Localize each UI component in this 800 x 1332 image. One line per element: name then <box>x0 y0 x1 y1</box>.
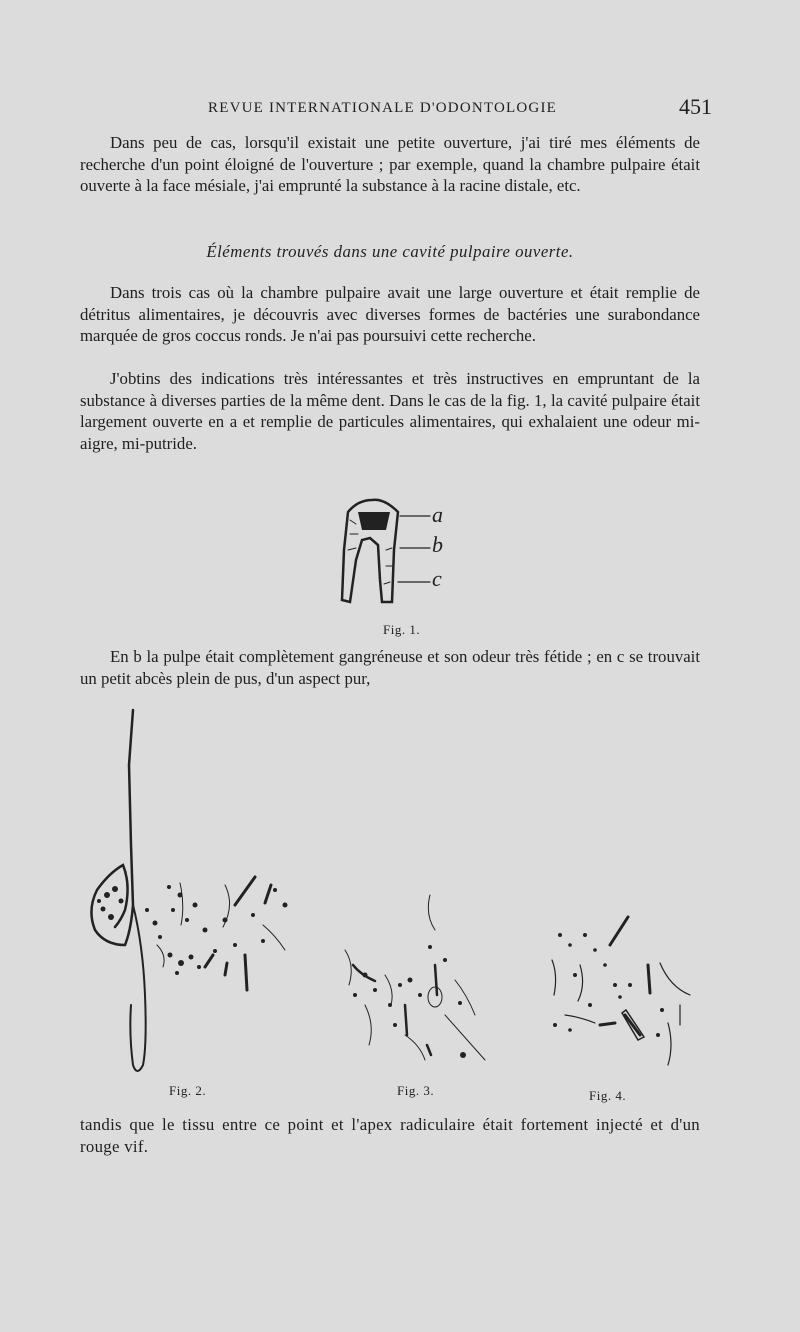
paragraph-2: Dans trois cas où la chambre pulpaire avait une large ouverture et était remplie de détritus alimentaires, je découvris avec diverses formes de bactéries une surabondance marquée de gros coccus ronds. Je n'ai pas poursuivi cette recherche. <box>80 283 700 345</box>
paragraph-4: En b la pulpe était complètement gangréneuse et son odeur très fétide ; en c se trouvait un petit abcès plein de pus, d'un aspect pur, <box>80 647 700 688</box>
fig4-illustration <box>540 905 700 1080</box>
fig2-illustration <box>85 705 310 1080</box>
fig1-label-c: c <box>432 566 442 591</box>
page-header <box>80 94 712 124</box>
fig1-label-a: a <box>432 502 443 527</box>
running-title: REVUE INTERNATIONALE D'ODONTOLOGIE <box>208 100 558 116</box>
paragraph-3: J'obtins des indications très intéressantes et très instructives en empruntant de la substance à diverses parties de la même dent. Dans le cas de la fig. 1, la cavité pulpaire était largement ouverte en a et remplie de particules alimentaires, qui exhalaient une odeur mi-aigre, mi-putride. <box>80 369 700 453</box>
fig1-label-b: b <box>432 532 443 557</box>
fig1-caption: Fig. 1. <box>383 622 421 637</box>
fig3-caption: Fig. 3. <box>397 1083 435 1098</box>
fig4-caption: Fig. 4. <box>589 1088 627 1103</box>
paragraph-1: Dans peu de cas, lorsqu'il existait une petite ouverture, j'ai tiré mes éléments de recherche d'un point éloigné de l'ouverture ; par exemple, quand la chambre pulpaire était ouverte à la face mésiale, j'ai emprunté la substance à la racine distale, etc. <box>80 133 700 195</box>
page-number: 451 <box>679 94 712 119</box>
tooth-illustration <box>320 490 470 615</box>
fig3-illustration <box>335 885 485 1070</box>
section-title: Éléments trouvés dans une cavité pulpaire ouverte. <box>206 242 574 261</box>
fig2-caption: Fig. 2. <box>169 1083 207 1098</box>
paragraph-5: tandis que le tissu entre ce point et l'apex radiculaire était fortement injecté et d'un rouge vif. <box>80 1115 700 1156</box>
